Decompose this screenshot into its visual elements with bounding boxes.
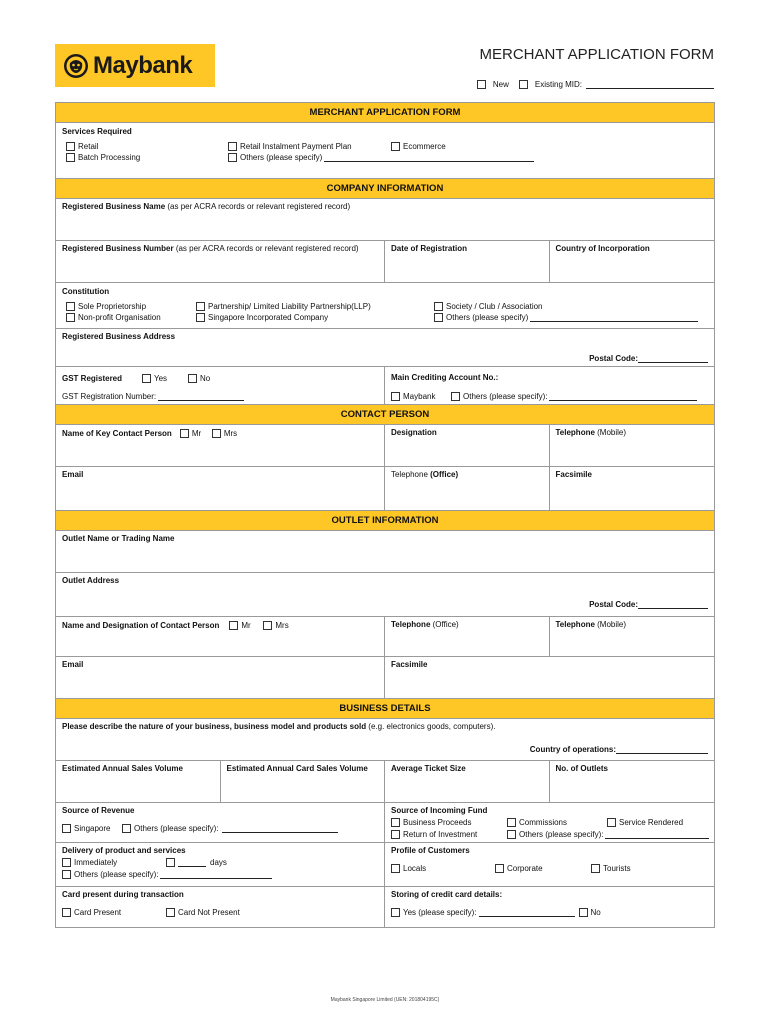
days-label: days: [210, 858, 227, 867]
outlet-fax-label: Facsimile: [391, 660, 428, 669]
service-rendered-label: Service Rendered: [619, 818, 684, 827]
country-ops-label: Country of operations:: [529, 745, 616, 754]
nonprofit-label: Non-profit Organisation: [78, 313, 161, 322]
fund-others-label: Others (please specify):: [519, 830, 604, 839]
gst-number-field[interactable]: [158, 392, 244, 401]
gst-yes-label: Yes: [154, 374, 168, 383]
constitution-others-field[interactable]: [530, 313, 698, 322]
outlet-mobile-cell[interactable]: [550, 617, 715, 656]
commissions-label: Commissions: [519, 818, 568, 827]
service-rendered-checkbox[interactable]: [607, 818, 616, 827]
contact-fax-cell[interactable]: [550, 467, 715, 510]
retail-checkbox[interactable]: [66, 142, 75, 151]
business-nature-row[interactable]: [56, 719, 714, 761]
sales-row: [56, 761, 714, 803]
locals-label: Locals: [403, 864, 427, 873]
contact-fax-label: Facsimile: [555, 470, 592, 479]
business-number-note: (as per ACRA records or relevant registered record): [173, 244, 359, 253]
contact-mrs-checkbox[interactable]: [212, 429, 221, 438]
services-others-label: Others (please specify): [240, 153, 323, 162]
storing-yes-label: Yes (please specify):: [403, 908, 477, 917]
brand-name: Maybank: [93, 51, 193, 79]
contact-office-telephone-label: Telephone: [390, 470, 428, 479]
business-name-note: (as per ACRA records or relevant registered record): [165, 202, 351, 211]
country-ops-field[interactable]: [616, 745, 708, 754]
existing-mid-label: Existing MID:: [534, 80, 582, 89]
section-business: BUSINESS DETAILS: [56, 699, 714, 719]
business-name-row[interactable]: [56, 199, 714, 241]
storing-yes-field[interactable]: [479, 908, 575, 917]
delivery-label: Delivery of product and services: [62, 846, 186, 855]
date-registration-cell[interactable]: [385, 241, 550, 282]
maybank-account-label: Maybank: [403, 392, 436, 401]
section-merchant: MERCHANT APPLICATION FORM: [56, 103, 714, 123]
roi-checkbox[interactable]: [391, 830, 400, 839]
existing-mid-checkbox[interactable]: [519, 80, 528, 89]
contact-mr-label: Mr: [191, 429, 202, 438]
sole-proprietorship-checkbox[interactable]: [66, 302, 75, 311]
other-account-checkbox[interactable]: [451, 392, 460, 401]
customer-profile-label: Profile of Customers: [391, 846, 470, 855]
nonprofit-checkbox[interactable]: [66, 313, 75, 322]
registered-address-label: Registered Business Address: [62, 332, 176, 341]
card-row: [56, 887, 714, 927]
maybank-logo: [55, 44, 215, 87]
contact-email-label: Email: [62, 470, 84, 479]
outlets-count-cell[interactable]: [550, 761, 715, 802]
country-incorporation-cell[interactable]: [550, 241, 715, 282]
registered-address-row[interactable]: [56, 329, 714, 367]
revenue-singapore-checkbox[interactable]: [62, 824, 71, 833]
form-title: MERCHANT APPLICATION FORM: [479, 46, 714, 63]
card-present-checkbox[interactable]: [62, 908, 71, 917]
mid-line: [477, 80, 714, 89]
storing-no-label: No: [590, 908, 601, 917]
outlet-email-cell[interactable]: [56, 657, 385, 698]
delivery-others-checkbox[interactable]: [62, 870, 71, 879]
avg-ticket-cell[interactable]: [385, 761, 550, 802]
proceeds-label: Business Proceeds: [403, 818, 472, 827]
services-others-checkbox[interactable]: [228, 153, 237, 162]
contact-row-1: [56, 425, 714, 467]
delivery-row: [56, 843, 714, 887]
batch-label: Batch Processing: [78, 153, 141, 162]
outlet-fax-cell[interactable]: [385, 657, 714, 698]
outlet-name-label: Outlet Name or Trading Name: [62, 534, 175, 543]
outlet-mobile-telephone-label: Telephone: [555, 620, 595, 629]
fund-source-label: Source of Incoming Fund: [391, 806, 488, 815]
outlet-postal-field[interactable]: [638, 600, 708, 609]
outlet-mrs-label: Mrs: [275, 621, 289, 630]
key-contact-cell[interactable]: [56, 425, 385, 466]
fund-others-checkbox[interactable]: [507, 830, 516, 839]
gst-label: GST Registered: [62, 374, 123, 383]
card-present-question: Card present during transaction: [62, 890, 184, 899]
card-present-label: Card Present: [74, 908, 122, 917]
outlet-mr-label: Mr: [241, 621, 251, 630]
section-outlet: OUTLET INFORMATION: [56, 511, 714, 531]
constitution-others-label: Others (please specify): [446, 313, 529, 322]
delivery-others-field[interactable]: [160, 870, 272, 879]
ecommerce-label: Ecommerce: [403, 142, 446, 151]
tiger-head-icon: [63, 53, 89, 79]
partnership-label: Partnership/ Limited Liability Partnership(LLP): [208, 302, 371, 311]
existing-mid-field[interactable]: [586, 80, 714, 89]
partnership-checkbox[interactable]: [196, 302, 205, 311]
retail-label: Retail: [78, 142, 99, 151]
constitution-row: [56, 283, 714, 329]
card-sales-cell[interactable]: [221, 761, 386, 802]
outlet-contact-row: [56, 617, 714, 657]
society-checkbox[interactable]: [434, 302, 443, 311]
days-checkbox[interactable]: [166, 858, 175, 867]
designation-cell[interactable]: [385, 425, 550, 466]
sg-company-label: Singapore Incorporated Company: [208, 313, 329, 322]
contact-row-2: [56, 467, 714, 511]
contact-mobile-cell[interactable]: [550, 425, 715, 466]
other-account-field[interactable]: [549, 392, 697, 401]
storing-yes-checkbox[interactable]: [391, 908, 400, 917]
outlet-contact-cell[interactable]: [56, 617, 385, 656]
annual-sales-label: Estimated Annual Sales Volume: [62, 764, 183, 773]
business-number-cell[interactable]: [56, 241, 385, 282]
new-checkbox[interactable]: [477, 80, 486, 89]
tourists-checkbox[interactable]: [591, 864, 600, 873]
card-not-present-checkbox[interactable]: [166, 908, 175, 917]
immediately-label: Immediately: [74, 858, 118, 867]
services-label: Services Required: [62, 127, 132, 136]
services-others-field[interactable]: [324, 153, 534, 162]
contact-mr-checkbox[interactable]: [180, 429, 189, 438]
outlet-address-row[interactable]: [56, 573, 714, 617]
society-label: Society / Club / Association: [446, 302, 543, 311]
date-registration-label: Date of Registration: [390, 244, 467, 253]
outlet-mobile-note: (Mobile): [594, 620, 627, 629]
revenue-source-label: Source of Revenue: [62, 806, 135, 815]
business-nature-note: (e.g. electronics goods, computers).: [366, 722, 496, 731]
gst-no-checkbox[interactable]: [188, 374, 197, 383]
roi-label: Return of Investment: [403, 830, 478, 839]
ecommerce-checkbox[interactable]: [391, 142, 400, 151]
contact-mobile-note: (Mobile): [594, 428, 627, 437]
revenue-singapore-label: Singapore: [74, 824, 111, 833]
outlet-mrs-checkbox[interactable]: [263, 621, 272, 630]
gst-row: [56, 367, 714, 405]
application-form: [55, 102, 715, 928]
business-number-row: [56, 241, 714, 283]
outlets-count-label: No. of Outlets: [555, 764, 608, 773]
commissions-checkbox[interactable]: [507, 818, 516, 827]
outlet-email-label: Email: [62, 660, 84, 669]
registered-postal-field[interactable]: [638, 354, 708, 363]
instalment-checkbox[interactable]: [228, 142, 237, 151]
section-contact: CONTACT PERSON: [56, 405, 714, 425]
avg-ticket-label: Average Ticket Size: [391, 764, 466, 773]
batch-checkbox[interactable]: [66, 153, 75, 162]
storing-label: Storing of credit card details:: [391, 890, 503, 899]
contact-office-note: (Office): [427, 470, 459, 479]
storing-no-checkbox[interactable]: [579, 908, 588, 917]
section-company: COMPANY INFORMATION: [56, 179, 714, 199]
card-sales-label: Estimated Annual Card Sales Volume: [226, 764, 368, 773]
fund-others-field[interactable]: [605, 830, 709, 839]
key-contact-label: Name of Key Contact Person: [62, 429, 172, 438]
proceeds-checkbox[interactable]: [391, 818, 400, 827]
revenue-others-checkbox[interactable]: [122, 824, 131, 833]
sole-proprietorship-label: Sole Proprietorship: [78, 302, 147, 311]
designation-label: Designation: [390, 428, 437, 437]
outlet-mr-checkbox[interactable]: [229, 621, 238, 630]
services-row: [56, 123, 714, 179]
delivery-others-label: Others (please specify):: [74, 870, 159, 879]
contact-mrs-label: Mrs: [223, 429, 238, 438]
footer-text: Maybank Singapore Limited (UEN: 201804195C): [330, 997, 440, 1003]
maybank-account-checkbox[interactable]: [391, 392, 400, 401]
constitution-label: Constitution: [62, 287, 110, 296]
outlet-address-label: Outlet Address: [62, 576, 120, 585]
corporate-label: Corporate: [507, 864, 543, 873]
immediately-checkbox[interactable]: [62, 858, 71, 867]
days-field[interactable]: [178, 858, 206, 867]
contact-telephone-label: Telephone: [555, 428, 595, 437]
card-not-present-label: Card Not Present: [178, 908, 240, 917]
corporate-checkbox[interactable]: [495, 864, 504, 873]
outlet-office-telephone-label: Telephone: [390, 620, 431, 629]
main-account-label: Main Crediting Account No.:: [391, 373, 499, 382]
revenue-others-label: Others (please specify):: [134, 824, 219, 833]
gst-yes-checkbox[interactable]: [142, 374, 151, 383]
gst-number-label: GST Registration Number:: [62, 392, 157, 401]
instalment-label: Retail Instalment Payment Plan: [240, 142, 352, 151]
outlet-contact-label: Name and Designation of Contact Person: [62, 621, 220, 630]
business-number-label: Registered Business Number: [62, 244, 174, 253]
contact-email-cell[interactable]: [56, 467, 385, 510]
constitution-others-checkbox[interactable]: [434, 313, 443, 322]
contact-office-cell[interactable]: [385, 467, 550, 510]
annual-sales-cell[interactable]: [56, 761, 221, 802]
other-account-label: Others (please specify):: [463, 392, 548, 401]
locals-checkbox[interactable]: [391, 864, 400, 873]
outlet-email-row: [56, 657, 714, 699]
business-nature-label: Please describe the nature of your business, business model and products sold: [62, 722, 367, 731]
outlet-postal-label: Postal Code:: [589, 600, 638, 609]
revenue-others-field[interactable]: [222, 824, 338, 833]
country-incorporation-label: Country of Incorporation: [555, 244, 650, 253]
gst-no-label: No: [200, 374, 211, 383]
business-name-label: Registered Business Name: [62, 202, 166, 211]
registered-postal-label: Postal Code:: [589, 354, 638, 363]
outlet-office-cell[interactable]: [385, 617, 550, 656]
revenue-row: [56, 803, 714, 843]
sg-company-checkbox[interactable]: [196, 313, 205, 322]
new-label: New: [492, 80, 509, 89]
tourists-label: Tourists: [603, 864, 631, 873]
outlet-office-note: (Office): [430, 620, 459, 629]
outlet-name-row[interactable]: [56, 531, 714, 573]
